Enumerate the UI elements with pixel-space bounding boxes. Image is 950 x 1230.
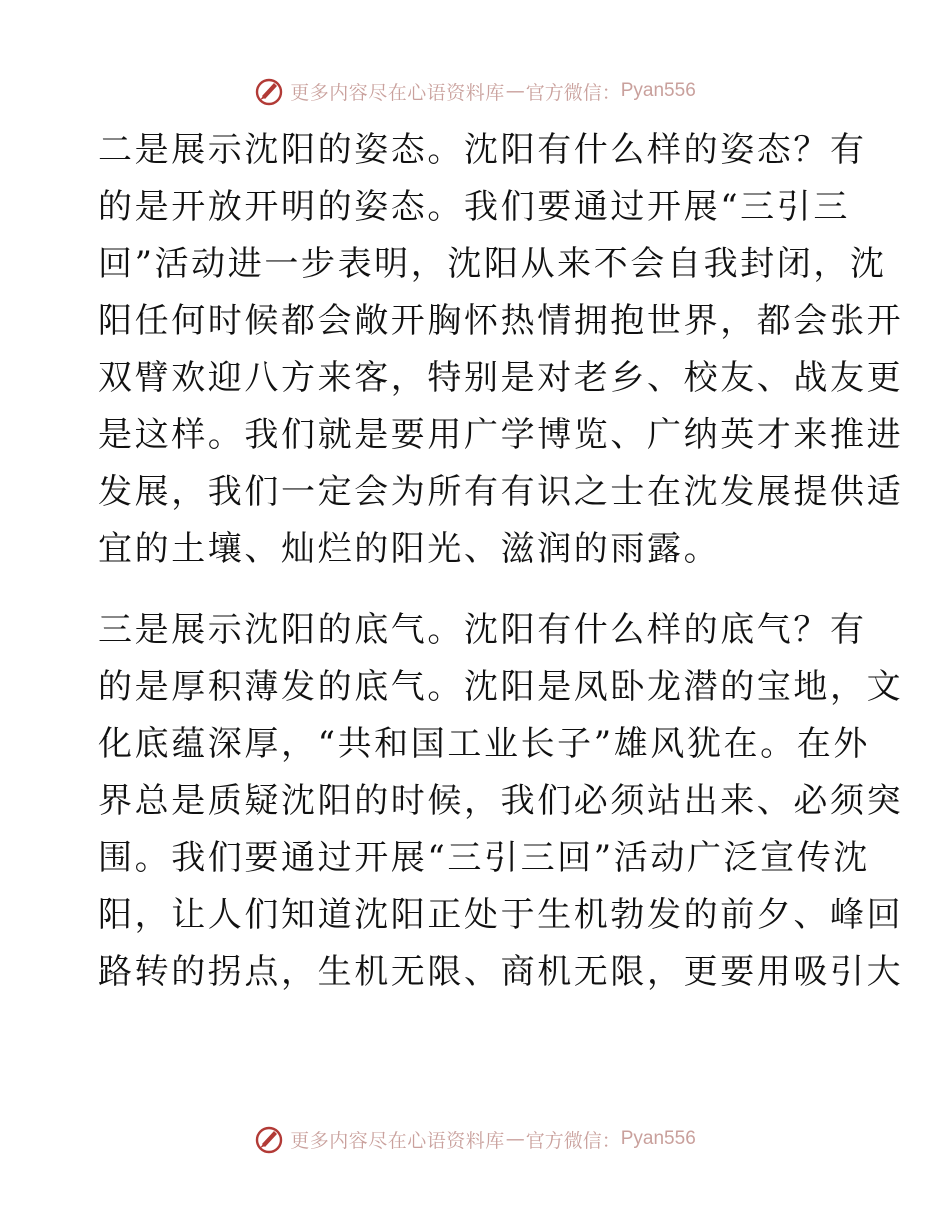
watermark-wechat-id: Pyan556 bbox=[620, 1128, 696, 1149]
text-line: 三是展示沈阳的底气。沈阳有什么样的底气？有 bbox=[98, 610, 867, 650]
text-line: 围。我们要通过开展“三引三回”活动广泛宣传沈 bbox=[98, 838, 870, 878]
text-line: 界总是质疑沈阳的时候，我们必须站出来、必须突 bbox=[98, 781, 904, 821]
text-line: 的是开放开明的姿态。我们要通过开展“三引三 bbox=[98, 187, 850, 227]
paragraph-1 bbox=[98, 122, 904, 578]
watermark-separator: — bbox=[505, 1128, 525, 1150]
text-line: 二是展示沈阳的姿态。沈阳有什么样的姿态？有 bbox=[98, 130, 867, 170]
text-line: 回”活动进一步表明，沈阳从来不会自我封闭，沈 bbox=[98, 244, 887, 284]
watermark-label: 官方微信： bbox=[525, 1129, 621, 1152]
text-line: 化底蕴深厚，“共和国工业长子”雄风犹在。在外 bbox=[98, 724, 870, 764]
text-line: 是这样。我们就是要用广学博览、广纳英才来推进 bbox=[98, 415, 904, 455]
text-line: 发展，我们一定会为所有有识之士在沈发展提供适 bbox=[98, 472, 904, 512]
text-line: 双臂欢迎八方来客，特别是对老乡、校友、战友更 bbox=[98, 358, 904, 398]
text-line: 阳任何时候都会敞开胸怀热情拥抱世界，都会张开 bbox=[98, 301, 904, 341]
text-line: 宜的土壤、灿烂的阳光、滋润的雨露。 bbox=[98, 529, 721, 569]
watermark-label: 官方微信： bbox=[525, 81, 621, 104]
paragraph-2 bbox=[98, 602, 904, 1001]
watermark-wechat-id: Pyan556 bbox=[620, 80, 696, 101]
text-line: 的是厚积薄发的底气。沈阳是凤卧龙潜的宝地，文 bbox=[98, 667, 904, 707]
brand-logo-icon bbox=[254, 1124, 284, 1154]
header-watermark bbox=[0, 71, 950, 111]
text-line: 阳，让人们知道沈阳正处于生机勃发的前夕、峰回 bbox=[98, 895, 904, 935]
watermark-text: 更多内容尽在心语资料库 bbox=[290, 1129, 505, 1152]
watermark-text: 更多内容尽在心语资料库 bbox=[290, 81, 505, 104]
text-line: 路转的拐点，生机无限、商机无限，更要用吸引大 bbox=[98, 952, 904, 992]
brand-logo-icon bbox=[254, 76, 284, 106]
watermark-separator: — bbox=[505, 80, 525, 102]
footer-watermark bbox=[0, 1119, 950, 1159]
document-body bbox=[98, 122, 904, 1001]
